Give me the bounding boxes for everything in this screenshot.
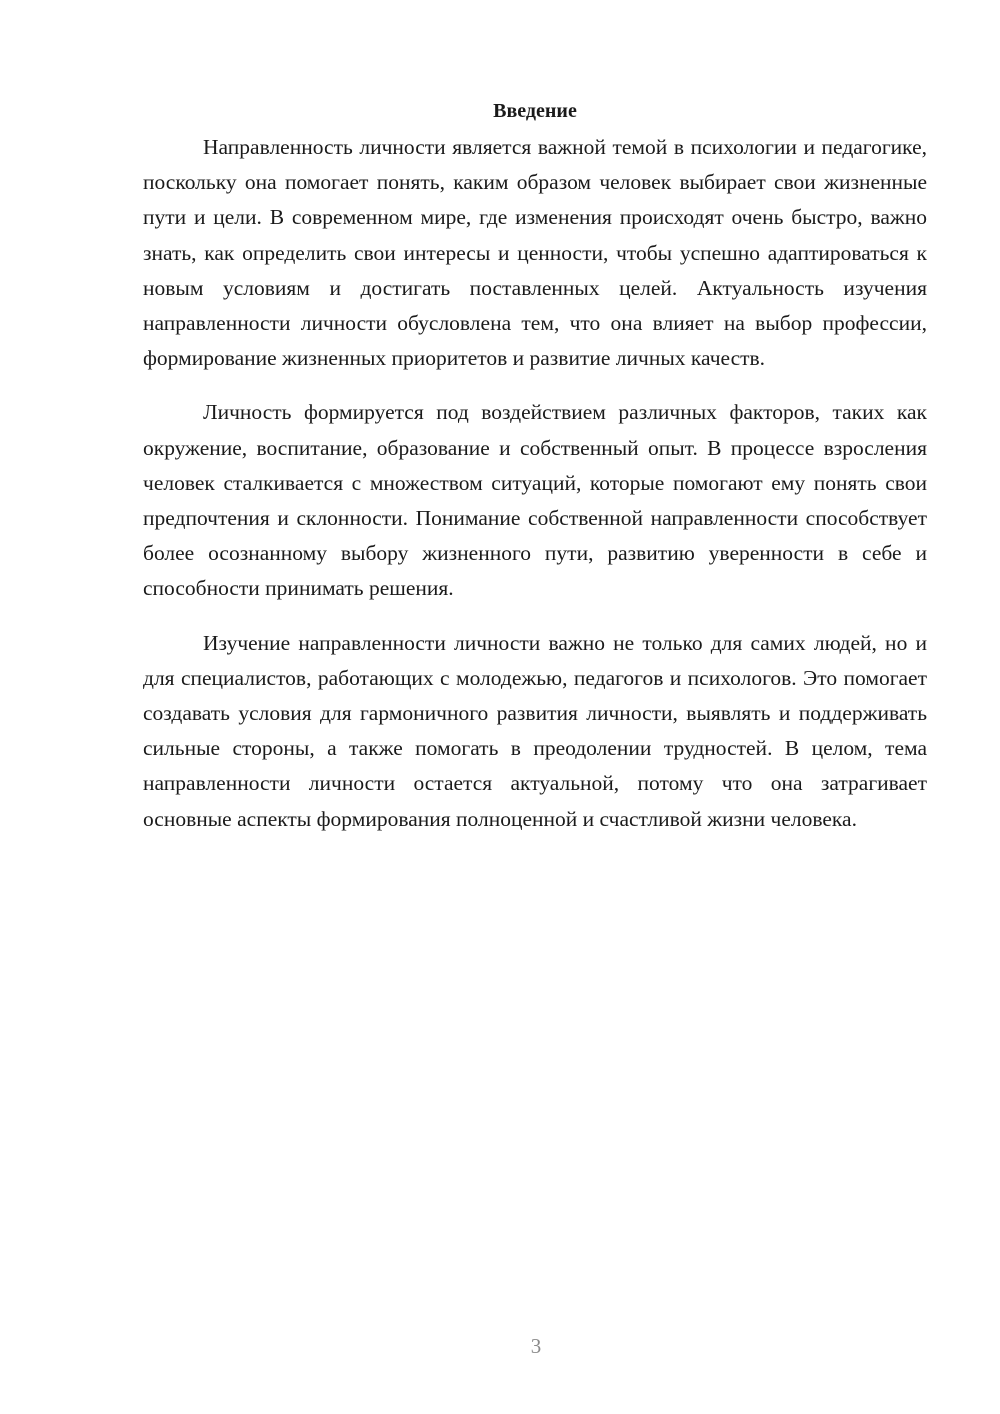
paragraph-1: Направленность личности является важной темой в психологии и педагогике, поскольку она помогает понять, каким образом человек выбирает свои жизненные пути и цели. В современном мире, где изменения происходят очень быстро, важно знать, как определить свои интересы и ценности, чтобы успешно адаптироваться к новым условиям и достигать поставленных целей. Актуальность изучения направленности личности обусловлена тем, что она влияет на выбор профессии, формирование жизненных приоритетов и развитие личных качеств. xyxy=(143,135,927,371)
page-content xyxy=(143,96,927,837)
paragraph-3: Изучение направленности личности важно не только для самих людей, но и для специалистов, работающих с молодежью, педагогов и психологов. Это помогает создавать условия для гармоничного развития личности, выявлять и поддерживать сильные стороны, а также помогать в преодолении трудностей. В целом, тема направленности личности остается актуальной, потому что она затрагивает основные аспекты формирования полноценной и счастливой жизни человека. xyxy=(143,630,927,831)
page-number: 3 xyxy=(530,1334,542,1358)
section-title: Введение xyxy=(493,100,577,122)
paragraph-2: Личность формируется под воздействием различных факторов, таких как окружение, воспитание, образование и собственный опыт. В процессе взросления человек сталкивается с множеством ситуаций, которые помогают ему понять свои предпочтения и склонности. Понимание собственной направленности способствует более осознанному выбору жизненного пути, развитию уверенности в себе и способности принимать решения. xyxy=(143,400,927,601)
